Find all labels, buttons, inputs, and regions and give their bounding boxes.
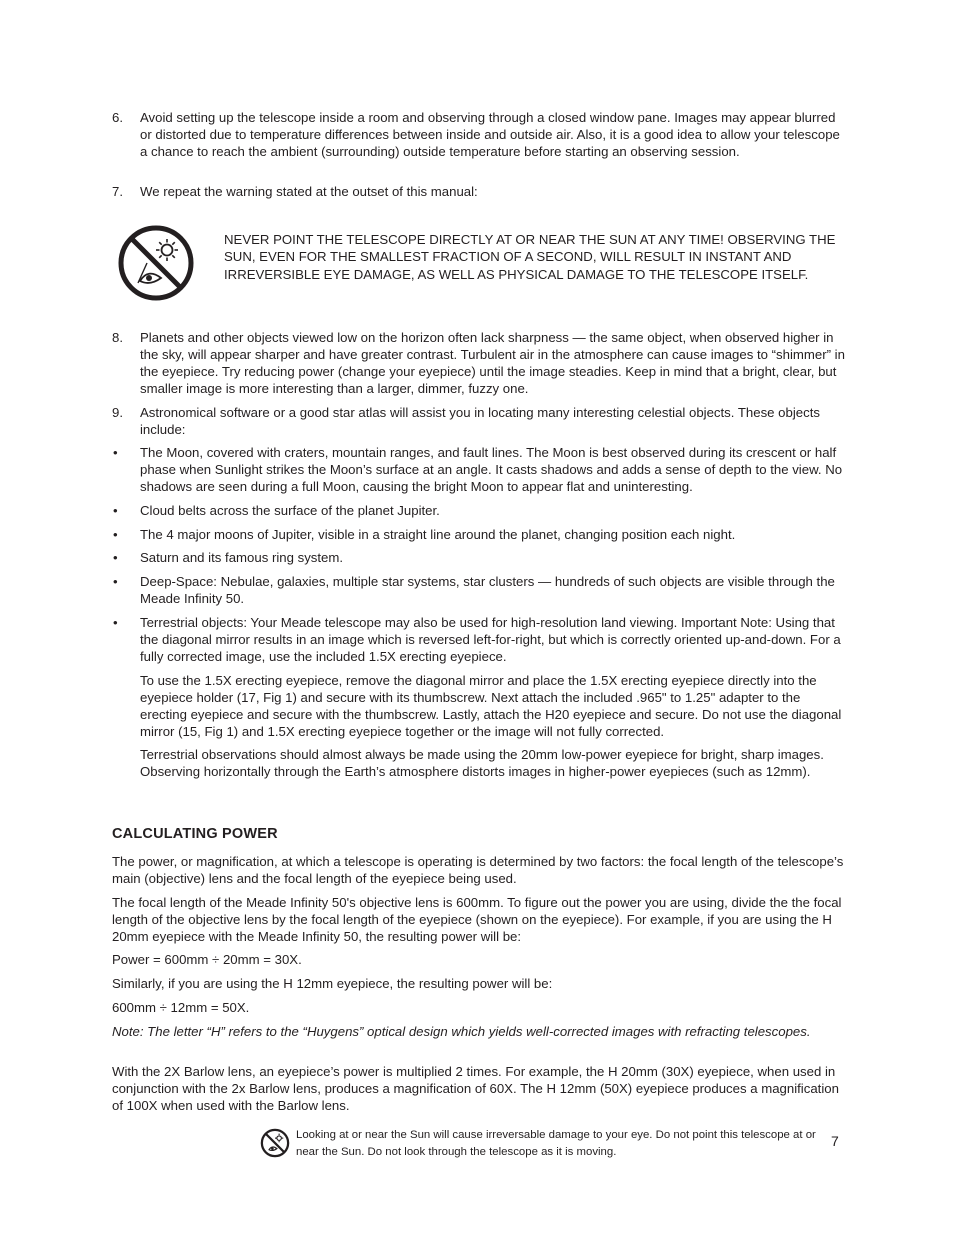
list-number-9: 9. [112, 405, 123, 420]
sun-warning-text: NEVER POINT THE TELESCOPE DIRECTLY AT OR NEAR THE SUN AT ANY TIME! OBSERVING THE SUN, EVEN FOR THE SMALLEST FRACTION OF A SECOND, WILL RESULT IN INSTANT AND IRREVERSIBLE EYE DAMAGE, AS WELL AS PHYSICAL DAMAGE TO THE TELESCOPE ITSELF. [224, 232, 836, 282]
bullet-saturn: Saturn and its famous ring system. [140, 550, 344, 565]
bullet-jupiter-moons: The 4 major moons of Jupiter, visible in a straight line around the planet, changing position each night. [140, 527, 736, 542]
footer-warning: Looking at or near the Sun will cause irreversable damage to your eye. Do not point this telescope at or near the Sun. Do not look through the telescope as it is moving. [296, 1129, 816, 1158]
bullet-mark: • [113, 550, 118, 565]
power-equation-1: Power = 600mm ÷ 20mm = 30X. [112, 952, 302, 967]
list-item-7: We repeat the warning stated at the outset of this manual: [140, 184, 478, 199]
list-item-9: Astronomical software or a good star atlas will assist you in locating many interesting celestial objects. These objects include: [140, 405, 820, 437]
bullet-mark: • [113, 615, 118, 630]
huygens-note: Note: The letter “H” refers to the “Huygens” optical design which yields well-corrected images with refracting telescopes. [112, 1024, 811, 1039]
power-paragraph-3: Similarly, if you are using the H 12mm eyepiece, the resulting power will be: [112, 976, 553, 991]
list-item-8: Planets and other objects viewed low on the horizon often lack sharpness — the same object, when observed higher in the sky, will appear sharper and have greater contrast. Turbulent air in the atmosphere can cause images to “shimmer” in the eyepiece. Try reducing power (change your eyepiece) until the image steadies. Keep in mind that a bright, clear, but smaller image is more interesting than a larger, dimmer, fuzzy one. [140, 330, 845, 396]
section-heading: CALCULATING POWER [112, 826, 278, 842]
power-equation-2: 600mm ÷ 12mm = 50X. [112, 1000, 250, 1015]
barlow-paragraph: With the 2X Barlow lens, an eyepiece’s power is multiplied 2 times. For example, the H 20mm (30X) eyepiece, when used in conjunction with the 2x Barlow lens, produces a magnification of 60X. The H 12mm (50X) eyepiece produces a magnification of 100X when used with the Barlow lens. [112, 1064, 839, 1113]
bullet-mark: • [113, 503, 118, 518]
list-item-6: Avoid setting up the telescope inside a room and observing through a closed window pane. Images may appear blurred or distorted due to temperature differences between inside and outside air. Also, it is a good idea to allow your telescope a chance to reach the ambient (surrounding) outside temperature before starting an observing session. [140, 110, 840, 159]
list-number-8: 8. [112, 330, 123, 345]
list-number-7: 7. [112, 184, 123, 199]
bullet-deep-space: Deep-Space: Nebulae, galaxies, multiple star systems, star clusters — hundreds of such objects are visible through the Meade Infinity 50. [140, 574, 835, 606]
terrestrial-erecting-eyepiece-paragraph: To use the 1.5X erecting eyepiece, remove the diagonal mirror and place the 1.5X erecting eyepiece directly into the eyepiece holder (17, Fig 1) and secure with its thumbscrew. Next attach the included .965" to 1.25" adapter to the erecting eyepiece and secure with the thumbscrew. Lastly, attach the H20 eyepiece and secure. Do not use the diagonal mirror (15, Fig 1) and 1.5X erecting eyepiece together or the image will not fully corrected. [140, 673, 842, 739]
terrestrial-observation-paragraph: Terrestrial observations should almost always be made using the 20mm low-power eyepiece for bright, sharp images. Observing horizontally through the Earth’s atmosphere distorts images in higher-power eyepieces (such as 12mm). [140, 747, 824, 779]
bullet-mark: • [113, 574, 118, 589]
bullet-terrestrial: Terrestrial objects: Your Meade telescope may also be used for high-resolution land viewing. Important Note: Using that the diagonal mirror results in an image which is reversed left-for-right, but which is correctly oriented up-and-down. For a fully corrected image, use the included 1.5X erecting eyepiece. [140, 615, 841, 664]
page-number: 7 [831, 1133, 839, 1149]
bullet-jupiter: Cloud belts across the surface of the planet Jupiter. [140, 503, 440, 518]
power-paragraph-2: The focal length of the Meade Infinity 50's objective lens is 600mm. To figure out the power you are using, divide the the focal length of the objective lens by the focal length of the eyepiece (shown on the eyepiece). For example, if you are using the H 20mm eyepiece with the Meade Infinity 50, the resulting power will be: [112, 895, 842, 944]
bullet-mark: • [113, 445, 118, 460]
power-paragraph-1: The power, or magnification, at which a telescope is operating is determined by two factors: the focal length of the telescope’s main (objective) lens and the focal length of the eyepiece being used. [112, 854, 844, 886]
no-sun-viewing-icon [116, 223, 196, 303]
bullet-moon: The Moon, covered with craters, mountain ranges, and fault lines. The Moon is best observed during its crescent or half phase when Sunlight strikes the Moon’s surface at an angle. It casts shadows and adds a sense of depth to the view. No shadows are seen during a full Moon, causing the bright Moon to appear flat and uninteresting. [140, 445, 843, 494]
list-number-6: 6. [112, 110, 123, 125]
no-sun-viewing-icon [260, 1128, 290, 1158]
bullet-mark: • [113, 527, 118, 542]
